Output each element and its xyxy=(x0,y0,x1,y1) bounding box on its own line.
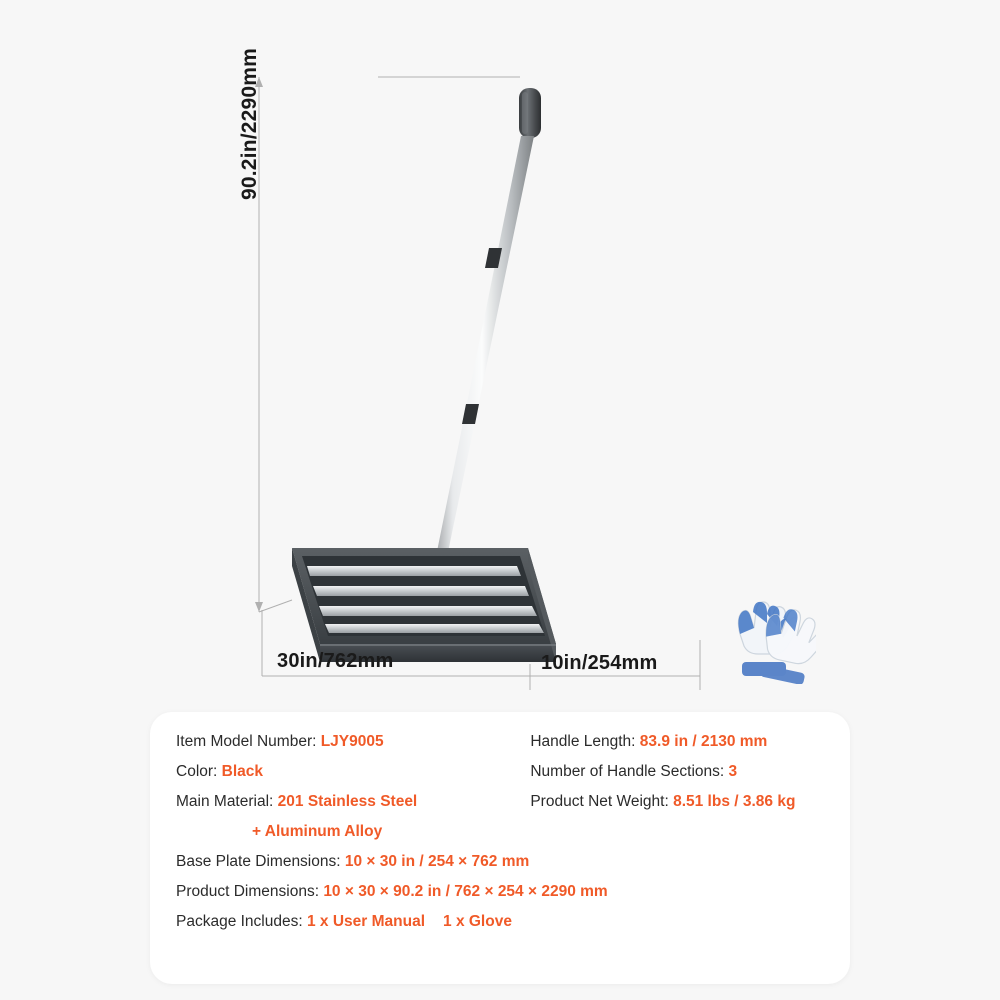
spec-key-material: Main Material: xyxy=(176,793,278,810)
spec-key-product-dimensions: Product Dimensions: xyxy=(176,883,324,900)
spec-card xyxy=(150,712,850,984)
spec-key-color: Color: xyxy=(176,763,222,780)
spec-value-material-cont: + Aluminum Alloy xyxy=(252,823,383,840)
handle-grip xyxy=(519,88,541,138)
spec-row-material xyxy=(176,794,530,810)
spec-row-base-plate xyxy=(176,854,824,870)
spec-column-left xyxy=(176,734,530,854)
spec-value-handle-length: 83.9 in / 2130 mm xyxy=(639,733,768,750)
spec-value-base-plate: 10 × 30 in / 254 × 762 mm xyxy=(344,853,530,870)
spec-value-package-manual: 1 x User Manual xyxy=(306,913,426,930)
spec-row-package-includes xyxy=(176,914,824,930)
spec-columns xyxy=(176,734,824,854)
handle-pole xyxy=(402,136,534,616)
spec-row-handle-sections xyxy=(530,764,824,780)
spec-row-model xyxy=(176,734,530,750)
spec-value-product-dimensions: 10 × 30 × 90.2 in / 762 × 254 × 2290 mm xyxy=(323,883,608,900)
spec-row-color xyxy=(176,764,530,780)
spec-column-right xyxy=(530,734,824,854)
spec-row-net-weight xyxy=(530,794,824,810)
spec-wide-rows xyxy=(176,854,824,930)
spec-row-material-cont xyxy=(176,824,530,840)
spec-row-handle-length xyxy=(530,734,824,750)
spec-value-handle-sections: 3 xyxy=(728,763,738,780)
spec-key-handle-sections: Number of Handle Sections: xyxy=(530,763,729,780)
spec-value-net-weight: 8.51 lbs / 3.86 kg xyxy=(673,793,796,810)
spec-value-material: 201 Stainless Steel xyxy=(277,793,418,810)
spec-value-color: Black xyxy=(221,763,264,780)
spec-key-base-plate: Base Plate Dimensions: xyxy=(176,853,345,870)
dimension-height-label: 90.2in/2290mm xyxy=(238,47,261,200)
spec-key-package-includes: Package Includes: xyxy=(176,913,307,930)
spec-value-model: LJY9005 xyxy=(320,733,384,750)
dimension-depth-label: 10in/254mm xyxy=(541,652,658,674)
spec-key-handle-length: Handle Length: xyxy=(530,733,640,750)
spec-key-model: Item Model Number: xyxy=(176,733,321,750)
spec-row-product-dimensions xyxy=(176,884,824,900)
spec-key-net-weight: Product Net Weight: xyxy=(530,793,674,810)
base-plate xyxy=(292,548,556,662)
gloves-icon xyxy=(726,588,816,684)
dimension-width-label: 30in/762mm xyxy=(277,650,394,672)
spec-value-package-glove: 1 x Glove xyxy=(443,913,512,930)
